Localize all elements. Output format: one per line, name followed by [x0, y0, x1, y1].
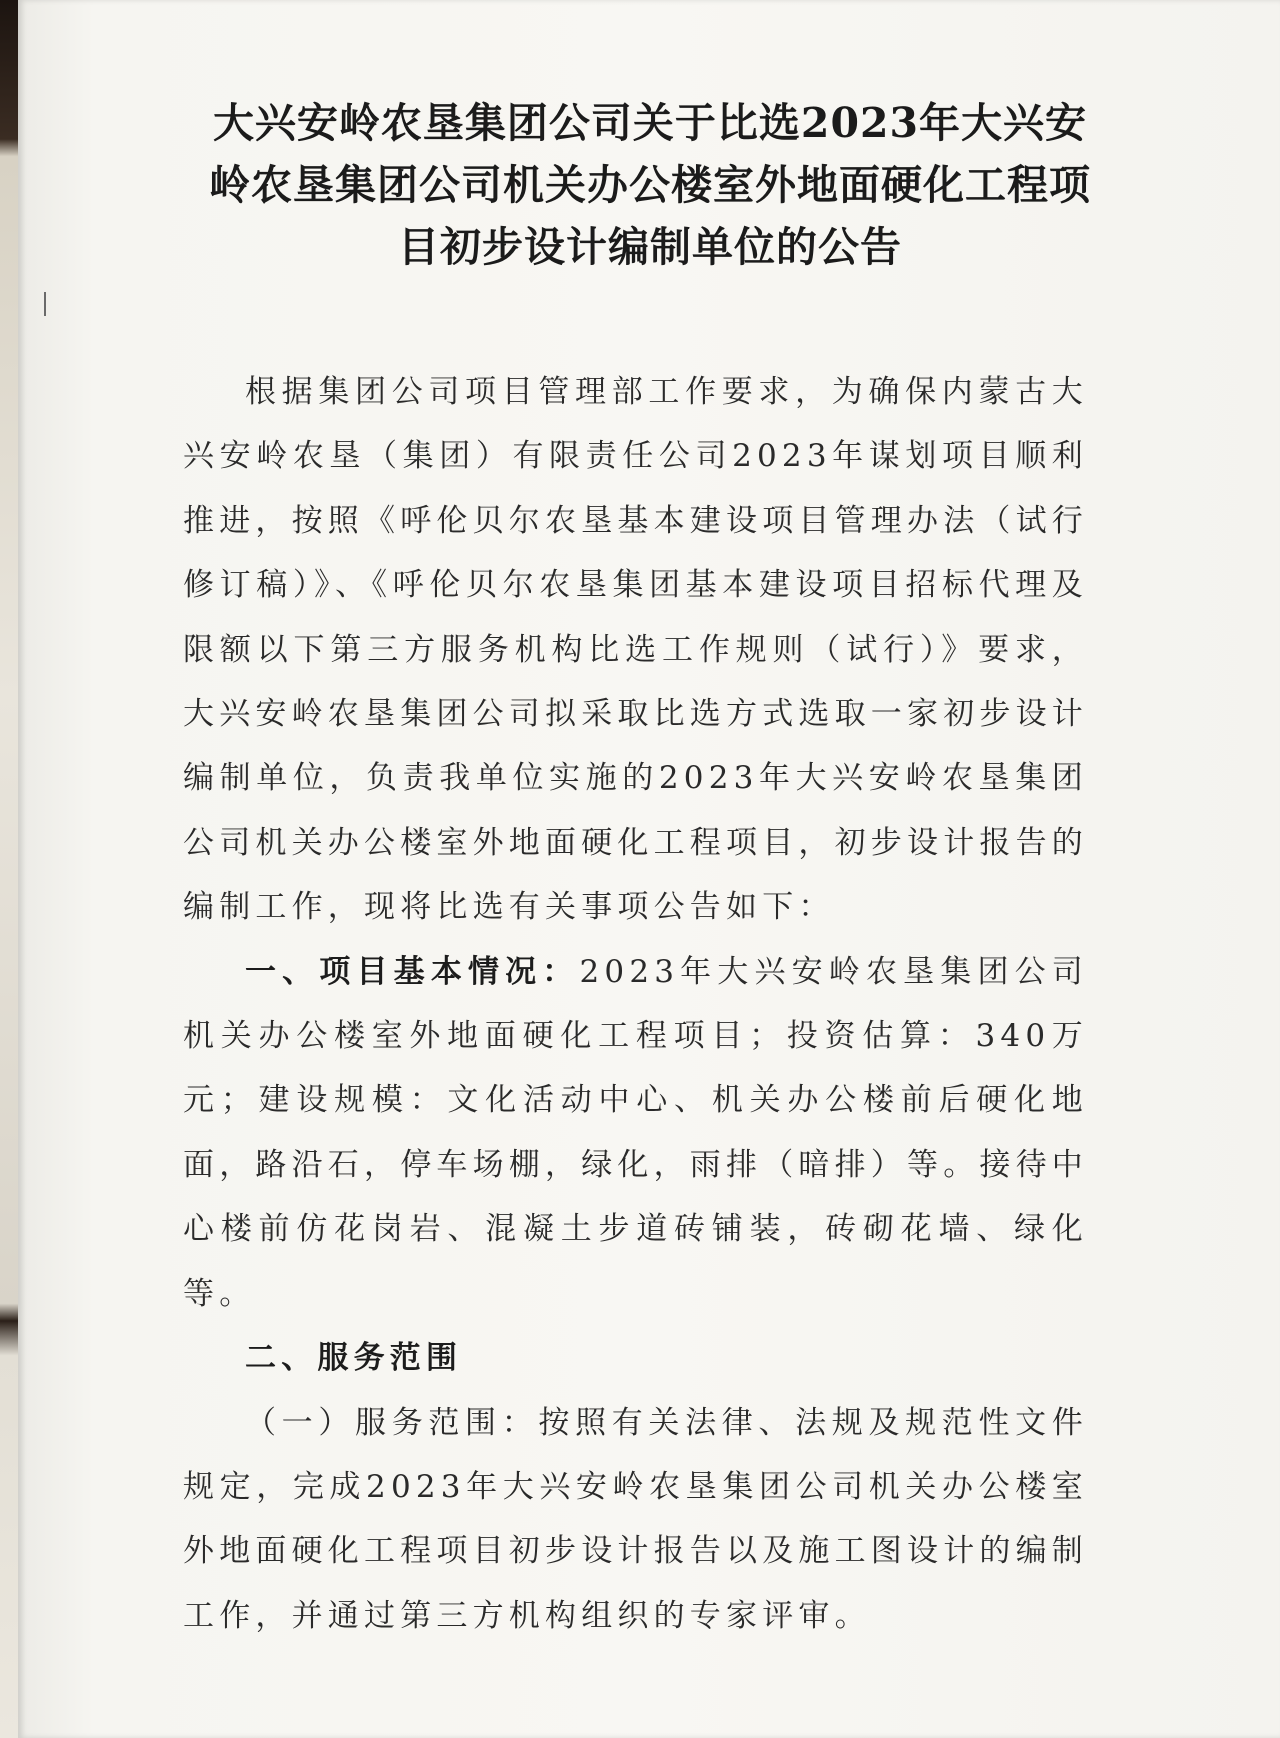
section-2-sub1-label: （一）服务范围： — [245, 1404, 539, 1441]
intro-paragraph: 根据集团公司项目管理部工作要求，为确保内蒙古大兴安岭农垦（集团）有限责任公司2023年谋划项目顺利推进，按照《呼伦贝尔农垦基本建设项目管理办法（试行修订稿）》、《呼伦贝尔农垦集团基本建设项目招标代理及限额以下第三方服务机构比选工作规则（试行）》要求，大兴安岭农垦集团公司拟采取比选方式选取一家初步设计编制单位，负责我单位实施的2023年大兴安岭农垦集团公司机关办公楼室外地面硬化工程项目，初步设计报告的编制工作，现将比选有关事项公告如下： — [183, 374, 1088, 926]
document-title: 大兴安岭农垦集团公司关于比选2023年大兴安岭农垦集团公司机关办公楼室外地面硬化工程项目初步设计编制单位的公告 — [209, 99, 1091, 271]
section-2-sub1-paragraph — [183, 1391, 1088, 1649]
scan-mark — [44, 292, 46, 316]
section-2-heading-line — [183, 1326, 1088, 1390]
section-1-heading: 一、项目基本情况： — [245, 953, 580, 990]
section-2-sub1-text: 按照有关法律、法规及规范性文件规定，完成2023年大兴安岭农垦集团公司机关办公楼室外地面硬化工程项目初步设计报告以及施工图设计的编制工作，并通过第三方机构组织的专家评审。 — [183, 1404, 1089, 1634]
document-body — [183, 360, 1088, 1648]
section-2-heading: 二、服务范围 — [245, 1340, 463, 1377]
section-1-text: 2023年大兴安岭农垦集团公司机关办公楼室外地面硬化工程项目；投资估算：340万元；建设规模：文化活动中心、机关办公楼前后硬化地面，路沿石，停车场棚，绿化，雨排（暗排）等。接待中心楼前仿花岗岩、混凝土步道砖铺装，砖砌花墙、绿化等。 — [183, 953, 1088, 1312]
section-1-paragraph — [183, 940, 1088, 1326]
